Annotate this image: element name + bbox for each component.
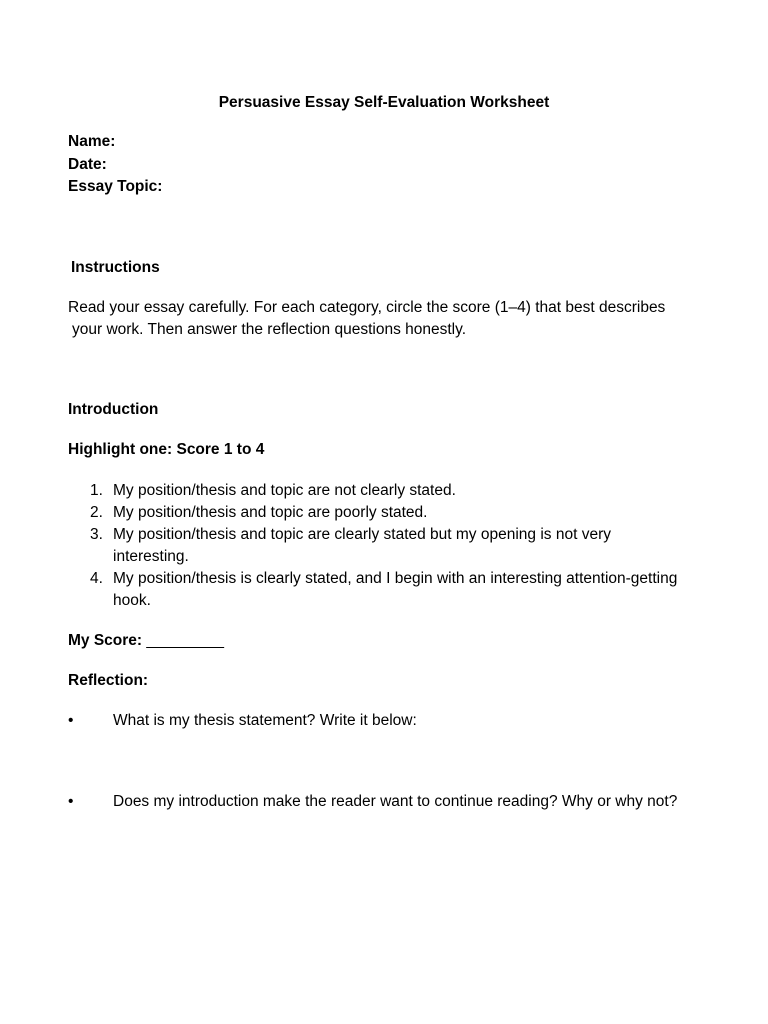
reflection-label: Reflection: xyxy=(68,672,149,689)
essay-topic-field-label: Essay Topic: xyxy=(68,178,163,195)
score-list xyxy=(68,480,748,612)
score-option-3 xyxy=(68,524,748,568)
my-score-blank[interactable]: _________ xyxy=(146,632,224,649)
score-text-line: My position/thesis and topic are clearly stated but my opening is not very xyxy=(113,526,611,543)
my-score-label: My Score: xyxy=(68,632,143,649)
page-title: Persuasive Essay Self-Evaluation Worksheet xyxy=(218,94,550,111)
score-option-1 xyxy=(68,480,748,502)
score-text-line: My position/thesis and topic are poorly stated. xyxy=(113,504,428,521)
instructions-heading: Instructions xyxy=(71,259,160,276)
reflection-question-text: Does my introduction make the reader want to continue reading? Why or why not? xyxy=(113,793,678,810)
name-field-label: Name: xyxy=(68,133,116,150)
instructions-line-1: Read your essay carefully. For each category, circle the score (1–4) that best describes xyxy=(68,299,666,316)
instructions-text xyxy=(68,297,738,340)
score-text-line: hook. xyxy=(113,592,151,609)
score-text-line: interesting. xyxy=(113,548,189,565)
highlight-label: Highlight one: Score 1 to 4 xyxy=(68,441,265,458)
score-option-2 xyxy=(68,502,748,524)
bullet-icon: • xyxy=(68,712,74,729)
date-field-label: Date: xyxy=(68,156,107,173)
score-number: 4. xyxy=(90,570,103,587)
score-option-4 xyxy=(68,568,748,612)
score-text-line: My position/thesis is clearly stated, and I begin with an interesting attention-getting xyxy=(113,570,678,587)
introduction-heading: Introduction xyxy=(68,401,159,418)
score-number: 1. xyxy=(90,482,103,499)
score-number: 3. xyxy=(90,526,103,543)
instructions-line-2: your work. Then answer the reflection questions honestly. xyxy=(72,320,467,338)
score-number: 2. xyxy=(90,504,103,521)
bullet-icon: • xyxy=(68,793,74,810)
reflection-question-text: What is my thesis statement? Write it below: xyxy=(113,712,417,729)
score-text-line: My position/thesis and topic are not clearly stated. xyxy=(113,482,456,499)
my-score-line xyxy=(68,631,224,651)
